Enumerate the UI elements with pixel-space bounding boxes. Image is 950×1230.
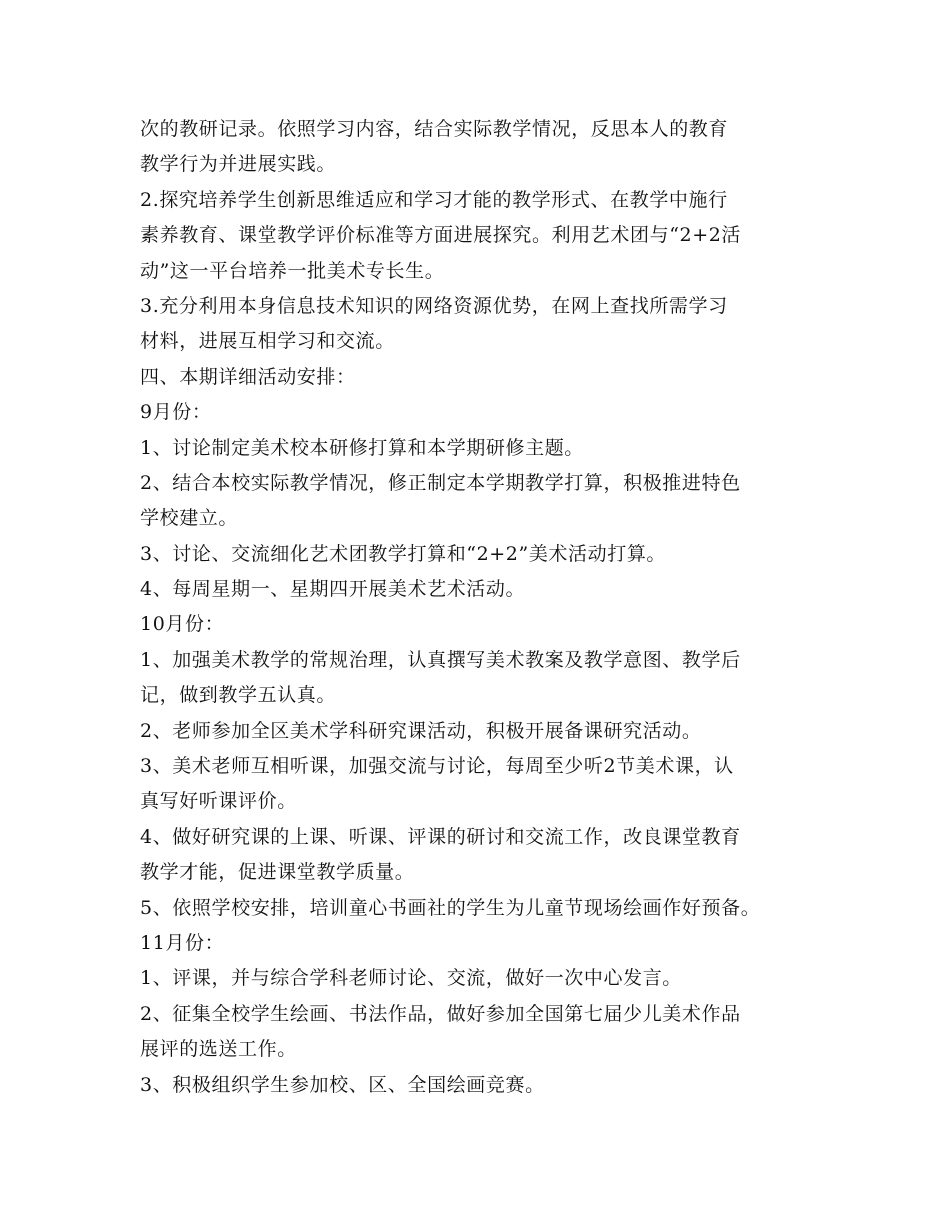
text-line: 学校建立。 bbox=[140, 507, 239, 530]
list-item: 2、征集全校学生绘画、书法作品，做好参加全国第七届少儿美术作品 bbox=[140, 1002, 741, 1025]
month-heading: 9月份： bbox=[140, 401, 212, 424]
list-item: 1、加强美术教学的常规治理，认真撰写美术教案及教学意图、教学后 bbox=[140, 648, 741, 671]
text-line: 2.探究培养学生创新思维适应和学习才能的教学形式、在教学中施行 bbox=[140, 188, 728, 211]
text-line: 教学才能，促进课堂教学质量。 bbox=[140, 861, 415, 884]
list-item: 3、积极组织学生参加校、区、全国绘画竞赛。 bbox=[140, 1073, 545, 1096]
text-line: 展评的选送工作。 bbox=[140, 1038, 297, 1061]
list-item: 5、依照学校安排，培训童心书画社的学生为儿童节现场绘画作好预备。 bbox=[140, 896, 761, 919]
text-line: 记，做到教学五认真。 bbox=[140, 684, 337, 707]
list-item: 1、评课，并与综合学科老师讨论、交流，做好一次中心发言。 bbox=[140, 967, 682, 990]
text-line: 真写好听课评价。 bbox=[140, 790, 297, 813]
list-item: 4、每周星期一、星期四开展美术艺术活动。 bbox=[140, 578, 526, 601]
text-line: 素养教育、课堂教学评价标准等方面进展探究。利用艺术团与“2+2活 bbox=[140, 224, 742, 247]
document-body bbox=[140, 112, 820, 1103]
month-heading: 11月份： bbox=[140, 931, 225, 954]
text-line: 次的教研记录。依照学习内容，结合实际教学情况，反思本人的教育 bbox=[140, 118, 729, 140]
list-item: 3、美术老师互相听课，加强交流与讨论，每周至少听2节美术课，认 bbox=[140, 755, 734, 778]
text-line: 动”这一平台培养一批美术专长生。 bbox=[140, 259, 445, 282]
list-item: 2、老师参加全区美术学科研究课活动，积极开展备课研究活动。 bbox=[140, 719, 702, 742]
month-heading: 10月份： bbox=[140, 613, 225, 636]
list-item: 4、做好研究课的上课、听课、评课的研讨和交流工作，改良课堂教育 bbox=[140, 825, 741, 848]
list-item: 3、讨论、交流细化艺术团教学打算和“2+2”美术活动打算。 bbox=[140, 542, 667, 565]
section-heading: 四、本期详细活动安排： bbox=[140, 365, 356, 388]
text-line: 3.充分利用本身信息技术知识的网络资源优势，在网上查找所需学习 bbox=[140, 294, 728, 317]
text-line: 教学行为并进展实践。 bbox=[140, 153, 337, 176]
text-line: 材料，进展互相学习和交流。 bbox=[140, 330, 395, 353]
list-item: 1、讨论制定美术校本研修打算和本学期研修主题。 bbox=[140, 436, 584, 459]
list-item: 2、结合本校实际教学情况，修正制定本学期教学打算，积极推进特色 bbox=[140, 471, 741, 494]
